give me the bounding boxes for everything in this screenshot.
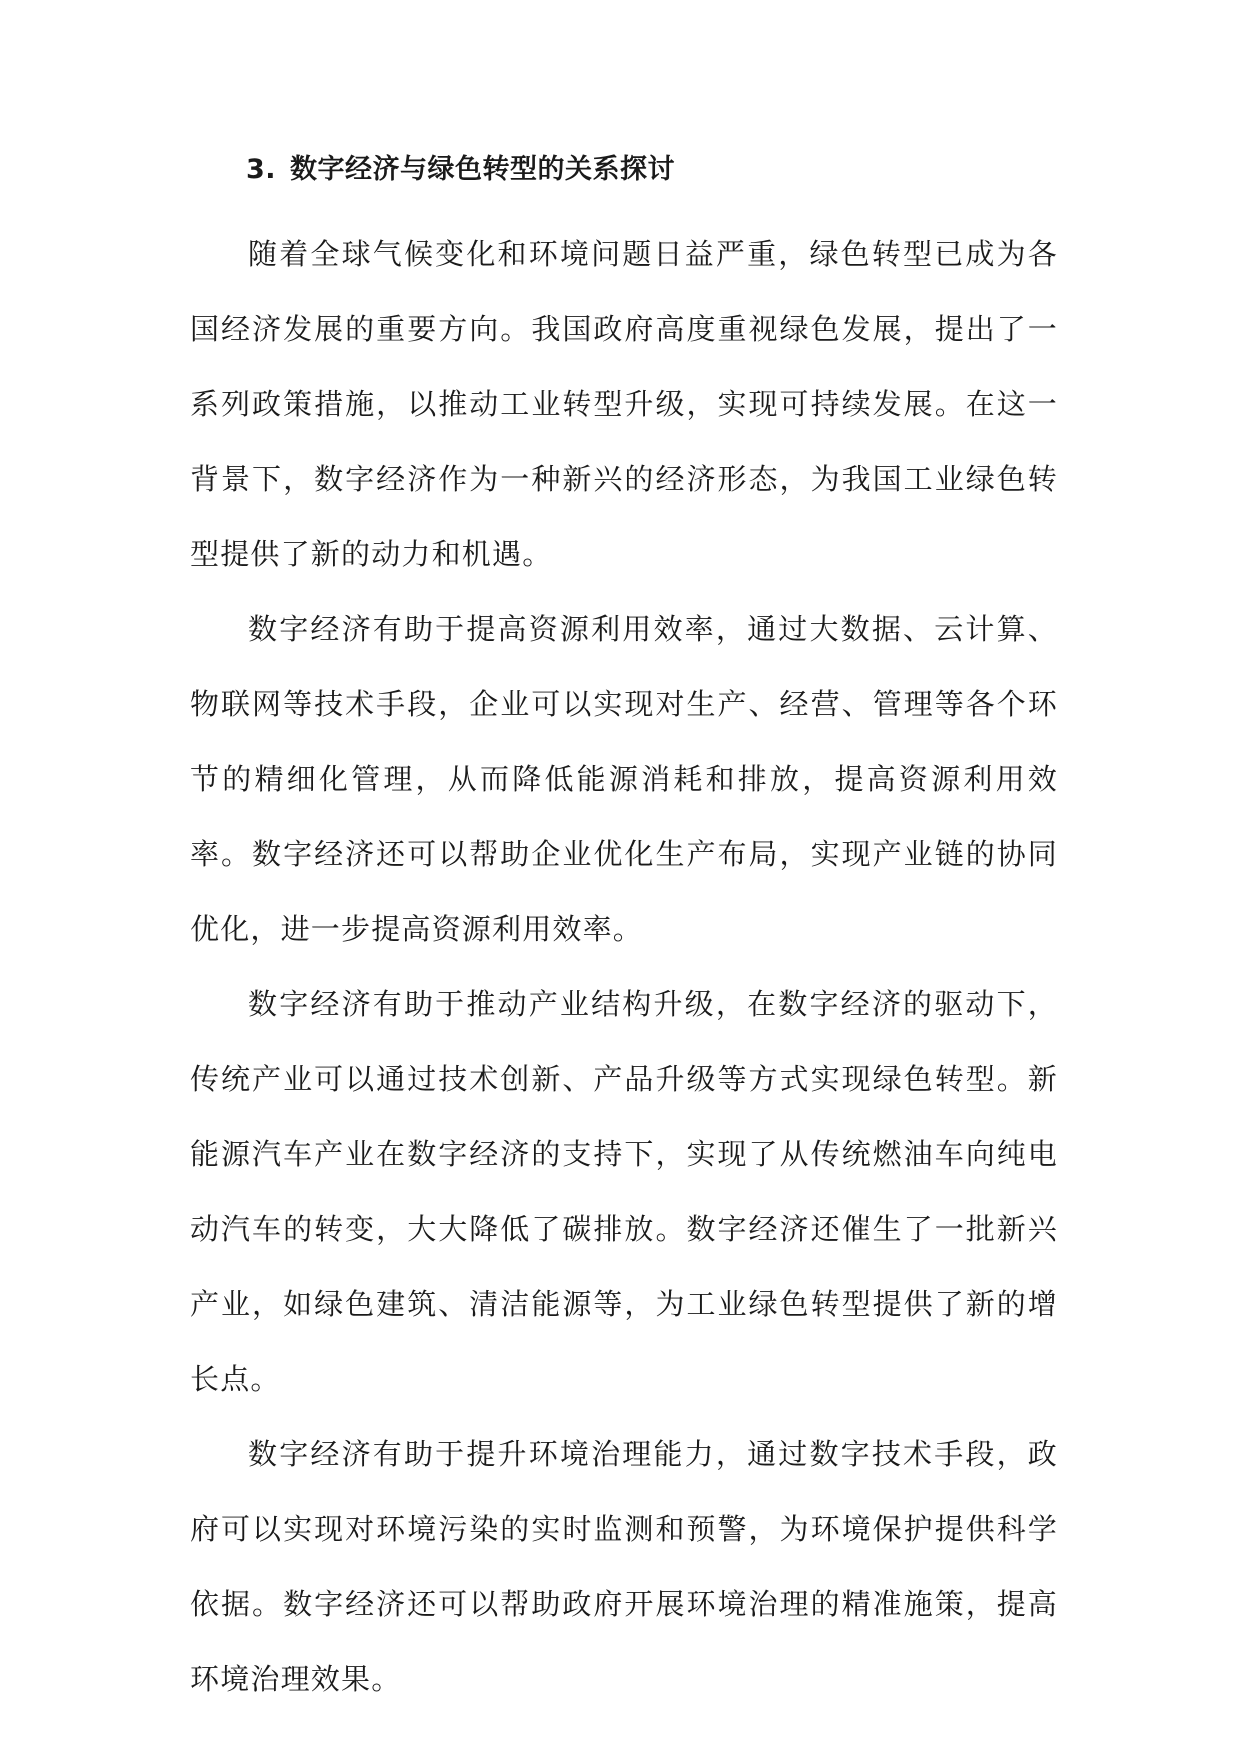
document-page: [190, 150, 1058, 1717]
section-number: 3.: [246, 154, 277, 185]
body-paragraph: 数字经济有助于提高资源利用效率，通过大数据、云计算、物联网等技术手段，企业可以实现对生产、经营、管理等各个环节的精细化管理，从而降低能源消耗和排放，提高资源利用效率。数字经济还可以帮助企业优化生产布局，实现产业链的协同优化，进一步提高资源利用效率。: [190, 612, 1058, 946]
body-paragraph: 数字经济有助于推动产业结构升级，在数字经济的驱动下，传统产业可以通过技术创新、产品升级等方式实现绿色转型。新能源汽车产业在数字经济的支持下，实现了从传统燃油车向纯电动汽车的转变，大大降低了碳排放。数字经济还催生了一批新兴产业，如绿色建筑、清洁能源等，为工业绿色转型提供了新的增长点。: [190, 987, 1058, 1396]
section-title: 数字经济与绿色转型的关系探讨: [290, 154, 676, 185]
body-paragraph: 随着全球气候变化和环境问题日益严重，绿色转型已成为各国经济发展的重要方向。我国政府高度重视绿色发展，提出了一系列政策措施，以推动工业转型升级，实现可持续发展。在这一背景下，数字经济作为一种新兴的经济形态，为我国工业绿色转型提供了新的动力和机遇。: [190, 237, 1058, 571]
body-paragraph: 数字经济有助于提升环境治理能力，通过数字技术手段，政府可以实现对环境污染的实时监测和预警，为环境保护提供科学依据。数字经济还可以帮助政府开展环境治理的精准施策，提高环境治理效果。: [190, 1437, 1058, 1696]
section-heading: [246, 150, 1058, 190]
